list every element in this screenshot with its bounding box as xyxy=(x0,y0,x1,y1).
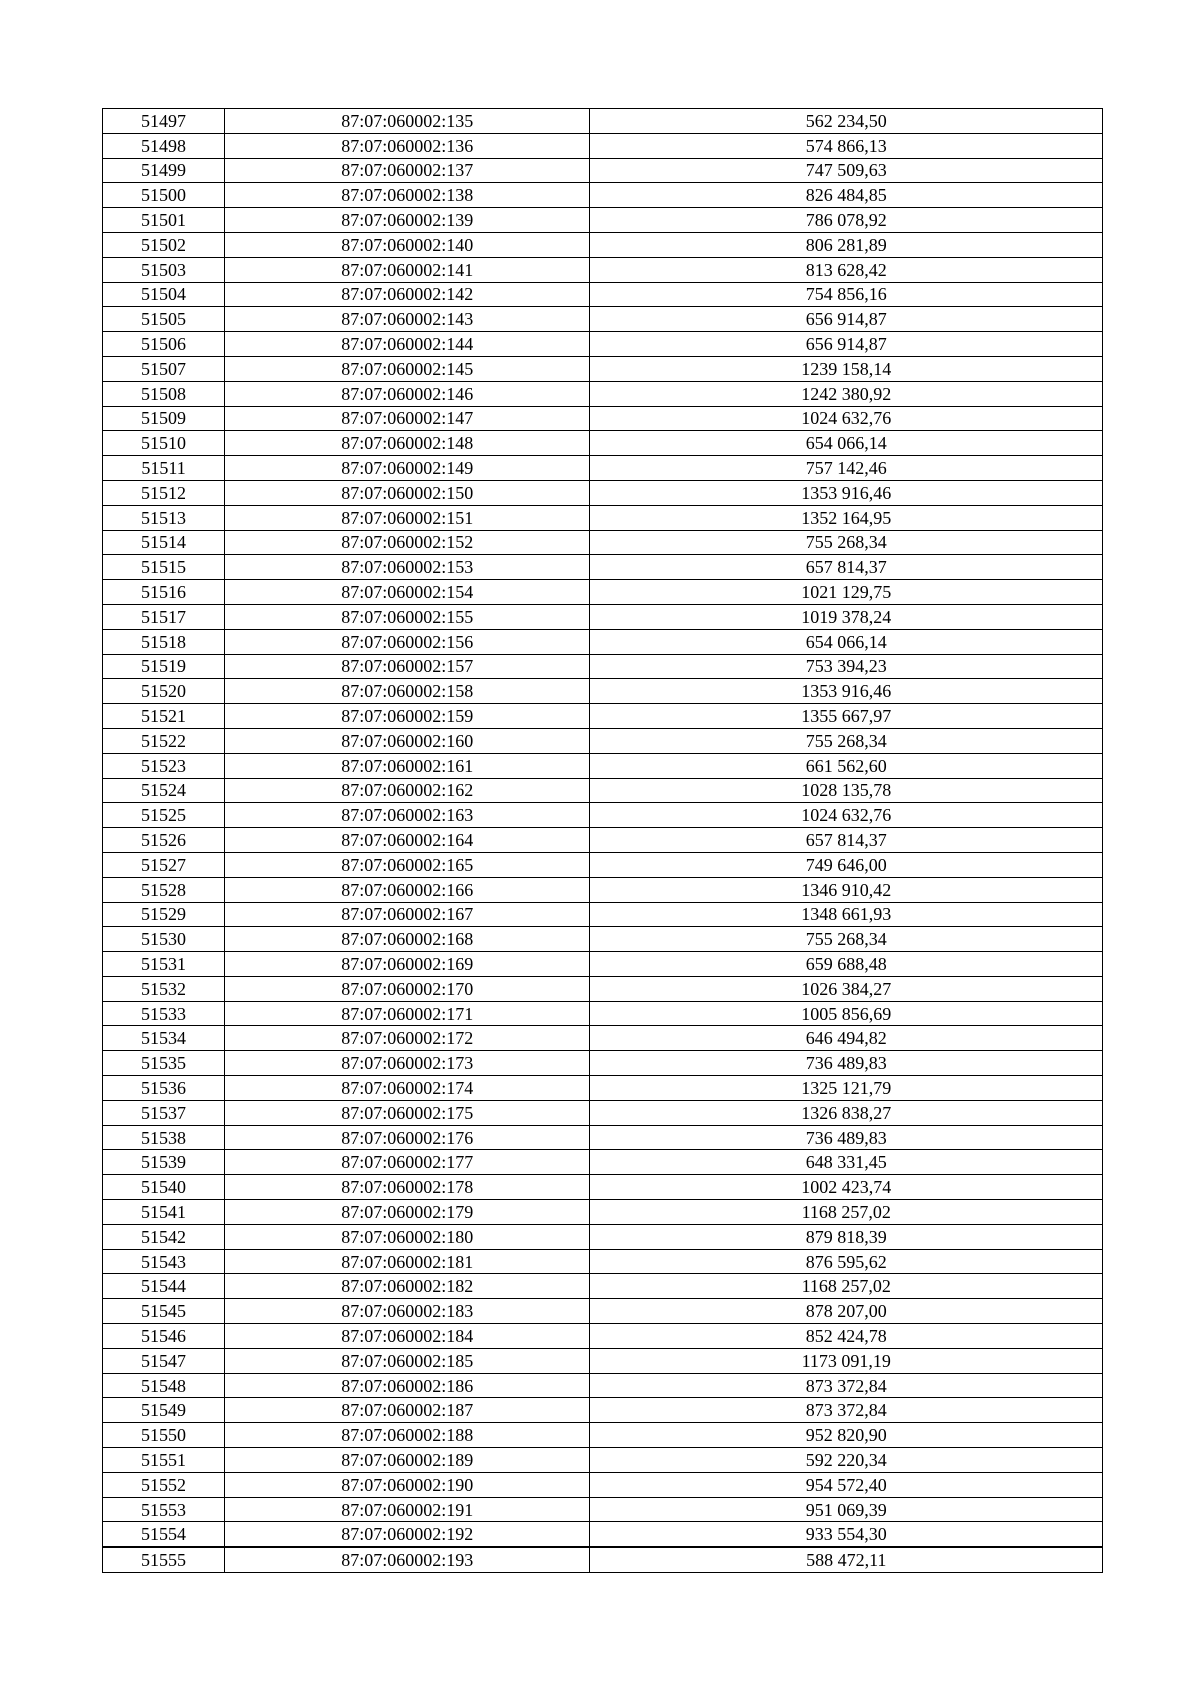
table-row xyxy=(103,1175,1103,1200)
row-number-cell: 51514 xyxy=(103,530,225,555)
cadastral-value-cell: 954 572,40 xyxy=(590,1472,1103,1497)
cadastral-value-cell: 1021 129,75 xyxy=(590,580,1103,605)
table-row xyxy=(103,282,1103,307)
cadastral-number-cell: 87:07:060002:177 xyxy=(225,1150,590,1175)
cadastral-number-cell: 87:07:060002:188 xyxy=(225,1423,590,1448)
cadastral-number-cell: 87:07:060002:172 xyxy=(225,1026,590,1051)
row-number-cell: 51503 xyxy=(103,257,225,282)
cadastral-value-cell: 656 914,87 xyxy=(590,307,1103,332)
row-number-cell: 51523 xyxy=(103,753,225,778)
table-row xyxy=(103,654,1103,679)
cadastral-value-cell: 873 372,84 xyxy=(590,1398,1103,1423)
cadastral-number-cell: 87:07:060002:159 xyxy=(225,704,590,729)
cadastral-value-cell: 659 688,48 xyxy=(590,952,1103,977)
table-row xyxy=(103,679,1103,704)
cadastral-value-cell: 753 394,23 xyxy=(590,654,1103,679)
cadastral-number-cell: 87:07:060002:187 xyxy=(225,1398,590,1423)
cadastral-value-cell: 754 856,16 xyxy=(590,282,1103,307)
cadastral-number-cell: 87:07:060002:143 xyxy=(225,307,590,332)
table-row xyxy=(103,1547,1103,1572)
row-number-cell: 51532 xyxy=(103,976,225,1001)
row-number-cell: 51516 xyxy=(103,580,225,605)
cadastral-number-cell: 87:07:060002:164 xyxy=(225,828,590,853)
row-number-cell: 51517 xyxy=(103,604,225,629)
cadastral-number-cell: 87:07:060002:171 xyxy=(225,1001,590,1026)
table-row xyxy=(103,480,1103,505)
cadastral-value-cell: 826 484,85 xyxy=(590,183,1103,208)
row-number-cell: 51553 xyxy=(103,1497,225,1522)
cadastral-number-cell: 87:07:060002:165 xyxy=(225,852,590,877)
row-number-cell: 51497 xyxy=(103,109,225,134)
cadastral-number-cell: 87:07:060002:161 xyxy=(225,753,590,778)
row-number-cell: 51512 xyxy=(103,480,225,505)
cadastral-value-cell: 661 562,60 xyxy=(590,753,1103,778)
cadastral-value-cell: 1024 632,76 xyxy=(590,803,1103,828)
cadastral-number-cell: 87:07:060002:148 xyxy=(225,431,590,456)
row-number-cell: 51511 xyxy=(103,456,225,481)
table-row xyxy=(103,828,1103,853)
table-row xyxy=(103,580,1103,605)
cadastral-number-cell: 87:07:060002:179 xyxy=(225,1200,590,1225)
table-row xyxy=(103,406,1103,431)
row-number-cell: 51546 xyxy=(103,1324,225,1349)
cadastral-number-cell: 87:07:060002:189 xyxy=(225,1448,590,1473)
cadastral-number-cell: 87:07:060002:142 xyxy=(225,282,590,307)
table-row xyxy=(103,307,1103,332)
row-number-cell: 51540 xyxy=(103,1175,225,1200)
table-row xyxy=(103,1051,1103,1076)
cadastral-number-cell: 87:07:060002:180 xyxy=(225,1224,590,1249)
cadastral-value-cell: 736 489,83 xyxy=(590,1125,1103,1150)
cadastral-value-cell: 588 472,11 xyxy=(590,1547,1103,1572)
cadastral-value-cell: 786 078,92 xyxy=(590,208,1103,233)
table-row xyxy=(103,1249,1103,1274)
cadastral-value-cell: 952 820,90 xyxy=(590,1423,1103,1448)
cadastral-value-cell: 852 424,78 xyxy=(590,1324,1103,1349)
cadastral-number-cell: 87:07:060002:174 xyxy=(225,1076,590,1101)
table-row xyxy=(103,1076,1103,1101)
cadastral-value-cell: 592 220,34 xyxy=(590,1448,1103,1473)
cadastral-value-cell: 879 818,39 xyxy=(590,1224,1103,1249)
cadastral-value-cell: 747 509,63 xyxy=(590,158,1103,183)
row-number-cell: 51519 xyxy=(103,654,225,679)
row-number-cell: 51510 xyxy=(103,431,225,456)
cadastral-value-cell: 878 207,00 xyxy=(590,1299,1103,1324)
table-row xyxy=(103,902,1103,927)
cadastral-value-cell: 1353 916,46 xyxy=(590,679,1103,704)
cadastral-number-cell: 87:07:060002:135 xyxy=(225,109,590,134)
cadastral-number-cell: 87:07:060002:156 xyxy=(225,629,590,654)
cadastral-value-cell: 1346 910,42 xyxy=(590,877,1103,902)
row-number-cell: 51550 xyxy=(103,1423,225,1448)
cadastral-number-cell: 87:07:060002:153 xyxy=(225,555,590,580)
table-row xyxy=(103,1448,1103,1473)
table-row xyxy=(103,232,1103,257)
cadastral-number-cell: 87:07:060002:158 xyxy=(225,679,590,704)
table-row xyxy=(103,183,1103,208)
cadastral-number-cell: 87:07:060002:138 xyxy=(225,183,590,208)
cadastral-value-cell: 1352 164,95 xyxy=(590,505,1103,530)
row-number-cell: 51549 xyxy=(103,1398,225,1423)
table-row xyxy=(103,803,1103,828)
row-number-cell: 51498 xyxy=(103,133,225,158)
row-number-cell: 51542 xyxy=(103,1224,225,1249)
table-row xyxy=(103,133,1103,158)
cadastral-value-cell: 1024 632,76 xyxy=(590,406,1103,431)
row-number-cell: 51518 xyxy=(103,629,225,654)
row-number-cell: 51500 xyxy=(103,183,225,208)
table-row xyxy=(103,332,1103,357)
table-row xyxy=(103,257,1103,282)
table-row xyxy=(103,1522,1103,1547)
table-row xyxy=(103,629,1103,654)
cadastral-value-cell: 1325 121,79 xyxy=(590,1076,1103,1101)
table-row xyxy=(103,976,1103,1001)
row-number-cell: 51515 xyxy=(103,555,225,580)
cadastral-value-cell: 654 066,14 xyxy=(590,431,1103,456)
cadastral-value-cell: 933 554,30 xyxy=(590,1522,1103,1547)
cadastral-number-cell: 87:07:060002:155 xyxy=(225,604,590,629)
table-row xyxy=(103,1373,1103,1398)
table-row xyxy=(103,877,1103,902)
cadastral-number-cell: 87:07:060002:182 xyxy=(225,1274,590,1299)
table-row xyxy=(103,927,1103,952)
row-number-cell: 51499 xyxy=(103,158,225,183)
cadastral-number-cell: 87:07:060002:139 xyxy=(225,208,590,233)
table-row xyxy=(103,1324,1103,1349)
row-number-cell: 51554 xyxy=(103,1522,225,1547)
row-number-cell: 51504 xyxy=(103,282,225,307)
cadastral-value-table xyxy=(102,108,1103,1573)
cadastral-value-cell: 1242 380,92 xyxy=(590,381,1103,406)
row-number-cell: 51536 xyxy=(103,1076,225,1101)
row-number-cell: 51527 xyxy=(103,852,225,877)
row-number-cell: 51530 xyxy=(103,927,225,952)
table-row xyxy=(103,728,1103,753)
table-row xyxy=(103,530,1103,555)
row-number-cell: 51555 xyxy=(103,1547,225,1572)
table-row xyxy=(103,109,1103,134)
row-number-cell: 51544 xyxy=(103,1274,225,1299)
cadastral-number-cell: 87:07:060002:141 xyxy=(225,257,590,282)
cadastral-number-cell: 87:07:060002:175 xyxy=(225,1100,590,1125)
cadastral-value-cell: 876 595,62 xyxy=(590,1249,1103,1274)
row-number-cell: 51521 xyxy=(103,704,225,729)
table-row xyxy=(103,431,1103,456)
table-row xyxy=(103,1348,1103,1373)
row-number-cell: 51541 xyxy=(103,1200,225,1225)
row-number-cell: 51509 xyxy=(103,406,225,431)
cadastral-value-cell: 1028 135,78 xyxy=(590,778,1103,803)
table-row xyxy=(103,208,1103,233)
cadastral-value-cell: 757 142,46 xyxy=(590,456,1103,481)
row-number-cell: 51502 xyxy=(103,232,225,257)
table-row xyxy=(103,1398,1103,1423)
table-body xyxy=(103,109,1103,1573)
cadastral-number-cell: 87:07:060002:193 xyxy=(225,1547,590,1572)
cadastral-value-cell: 1348 661,93 xyxy=(590,902,1103,927)
table-row xyxy=(103,381,1103,406)
table-row xyxy=(103,604,1103,629)
cadastral-value-cell: 562 234,50 xyxy=(590,109,1103,134)
table-row xyxy=(103,1497,1103,1522)
row-number-cell: 51529 xyxy=(103,902,225,927)
row-number-cell: 51531 xyxy=(103,952,225,977)
row-number-cell: 51507 xyxy=(103,356,225,381)
cadastral-number-cell: 87:07:060002:184 xyxy=(225,1324,590,1349)
cadastral-value-cell: 951 069,39 xyxy=(590,1497,1103,1522)
row-number-cell: 51508 xyxy=(103,381,225,406)
row-number-cell: 51533 xyxy=(103,1001,225,1026)
cadastral-number-cell: 87:07:060002:178 xyxy=(225,1175,590,1200)
table-row xyxy=(103,158,1103,183)
table-row xyxy=(103,952,1103,977)
table-row xyxy=(103,1125,1103,1150)
row-number-cell: 51534 xyxy=(103,1026,225,1051)
cadastral-number-cell: 87:07:060002:191 xyxy=(225,1497,590,1522)
table-row xyxy=(103,1423,1103,1448)
table-row xyxy=(103,456,1103,481)
cadastral-value-cell: 813 628,42 xyxy=(590,257,1103,282)
cadastral-number-cell: 87:07:060002:150 xyxy=(225,480,590,505)
cadastral-value-cell: 1026 384,27 xyxy=(590,976,1103,1001)
table-row xyxy=(103,1274,1103,1299)
cadastral-number-cell: 87:07:060002:146 xyxy=(225,381,590,406)
cadastral-number-cell: 87:07:060002:140 xyxy=(225,232,590,257)
table-row xyxy=(103,704,1103,729)
table-row xyxy=(103,1150,1103,1175)
cadastral-value-cell: 656 914,87 xyxy=(590,332,1103,357)
row-number-cell: 51539 xyxy=(103,1150,225,1175)
row-number-cell: 51552 xyxy=(103,1472,225,1497)
row-number-cell: 51538 xyxy=(103,1125,225,1150)
cadastral-value-cell: 1173 091,19 xyxy=(590,1348,1103,1373)
row-number-cell: 51501 xyxy=(103,208,225,233)
cadastral-value-cell: 1019 378,24 xyxy=(590,604,1103,629)
table-row xyxy=(103,778,1103,803)
cadastral-number-cell: 87:07:060002:151 xyxy=(225,505,590,530)
row-number-cell: 51522 xyxy=(103,728,225,753)
cadastral-number-cell: 87:07:060002:137 xyxy=(225,158,590,183)
cadastral-number-cell: 87:07:060002:176 xyxy=(225,1125,590,1150)
cadastral-number-cell: 87:07:060002:163 xyxy=(225,803,590,828)
row-number-cell: 51505 xyxy=(103,307,225,332)
cadastral-number-cell: 87:07:060002:170 xyxy=(225,976,590,1001)
table-row xyxy=(103,1100,1103,1125)
row-number-cell: 51547 xyxy=(103,1348,225,1373)
cadastral-value-cell: 657 814,37 xyxy=(590,555,1103,580)
cadastral-value-cell: 646 494,82 xyxy=(590,1026,1103,1051)
row-number-cell: 51545 xyxy=(103,1299,225,1324)
row-number-cell: 51543 xyxy=(103,1249,225,1274)
cadastral-value-cell: 1326 838,27 xyxy=(590,1100,1103,1125)
cadastral-value-cell: 1353 916,46 xyxy=(590,480,1103,505)
table-row xyxy=(103,1224,1103,1249)
cadastral-number-cell: 87:07:060002:145 xyxy=(225,356,590,381)
cadastral-number-cell: 87:07:060002:181 xyxy=(225,1249,590,1274)
cadastral-value-cell: 1005 856,69 xyxy=(590,1001,1103,1026)
row-number-cell: 51506 xyxy=(103,332,225,357)
cadastral-number-cell: 87:07:060002:162 xyxy=(225,778,590,803)
cadastral-value-cell: 755 268,34 xyxy=(590,530,1103,555)
cadastral-value-cell: 806 281,89 xyxy=(590,232,1103,257)
table-row xyxy=(103,1026,1103,1051)
cadastral-value-cell: 1239 158,14 xyxy=(590,356,1103,381)
cadastral-number-cell: 87:07:060002:149 xyxy=(225,456,590,481)
cadastral-number-cell: 87:07:060002:183 xyxy=(225,1299,590,1324)
table-row xyxy=(103,753,1103,778)
row-number-cell: 51513 xyxy=(103,505,225,530)
cadastral-number-cell: 87:07:060002:192 xyxy=(225,1522,590,1547)
cadastral-value-cell: 648 331,45 xyxy=(590,1150,1103,1175)
cadastral-number-cell: 87:07:060002:157 xyxy=(225,654,590,679)
row-number-cell: 51524 xyxy=(103,778,225,803)
table-row xyxy=(103,555,1103,580)
cadastral-number-cell: 87:07:060002:168 xyxy=(225,927,590,952)
row-number-cell: 51537 xyxy=(103,1100,225,1125)
cadastral-number-cell: 87:07:060002:154 xyxy=(225,580,590,605)
row-number-cell: 51528 xyxy=(103,877,225,902)
cadastral-value-cell: 1168 257,02 xyxy=(590,1200,1103,1225)
cadastral-number-cell: 87:07:060002:152 xyxy=(225,530,590,555)
cadastral-number-cell: 87:07:060002:190 xyxy=(225,1472,590,1497)
cadastral-number-cell: 87:07:060002:173 xyxy=(225,1051,590,1076)
row-number-cell: 51535 xyxy=(103,1051,225,1076)
row-number-cell: 51548 xyxy=(103,1373,225,1398)
cadastral-value-cell: 873 372,84 xyxy=(590,1373,1103,1398)
cadastral-value-cell: 1355 667,97 xyxy=(590,704,1103,729)
cadastral-value-cell: 755 268,34 xyxy=(590,927,1103,952)
table-row xyxy=(103,852,1103,877)
table-row xyxy=(103,356,1103,381)
cadastral-number-cell: 87:07:060002:147 xyxy=(225,406,590,431)
cadastral-number-cell: 87:07:060002:160 xyxy=(225,728,590,753)
row-number-cell: 51551 xyxy=(103,1448,225,1473)
cadastral-value-cell: 654 066,14 xyxy=(590,629,1103,654)
cadastral-value-cell: 736 489,83 xyxy=(590,1051,1103,1076)
table-row xyxy=(103,1001,1103,1026)
cadastral-value-cell: 574 866,13 xyxy=(590,133,1103,158)
row-number-cell: 51520 xyxy=(103,679,225,704)
cadastral-number-cell: 87:07:060002:166 xyxy=(225,877,590,902)
cadastral-value-cell: 749 646,00 xyxy=(590,852,1103,877)
cadastral-number-cell: 87:07:060002:136 xyxy=(225,133,590,158)
cadastral-number-cell: 87:07:060002:144 xyxy=(225,332,590,357)
cadastral-number-cell: 87:07:060002:167 xyxy=(225,902,590,927)
cadastral-number-cell: 87:07:060002:169 xyxy=(225,952,590,977)
row-number-cell: 51526 xyxy=(103,828,225,853)
cadastral-value-cell: 1168 257,02 xyxy=(590,1274,1103,1299)
cadastral-number-cell: 87:07:060002:185 xyxy=(225,1348,590,1373)
cadastral-value-cell: 755 268,34 xyxy=(590,728,1103,753)
cadastral-value-cell: 657 814,37 xyxy=(590,828,1103,853)
table-row xyxy=(103,1472,1103,1497)
cadastral-value-cell: 1002 423,74 xyxy=(590,1175,1103,1200)
table-row xyxy=(103,505,1103,530)
table-row xyxy=(103,1200,1103,1225)
cadastral-number-cell: 87:07:060002:186 xyxy=(225,1373,590,1398)
table-row xyxy=(103,1299,1103,1324)
row-number-cell: 51525 xyxy=(103,803,225,828)
